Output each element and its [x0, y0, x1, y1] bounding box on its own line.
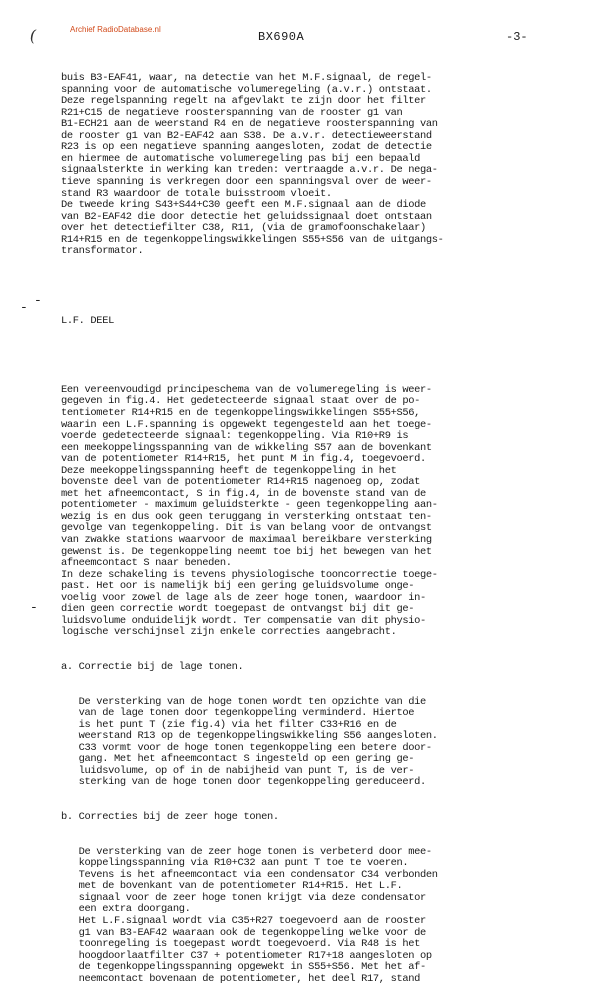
- text-line: is het punt T (zie fig.4) via het filter C33+R16 en de: [61, 718, 397, 731]
- item-a-heading: a. Correctie bij de lage tonen.: [61, 660, 244, 673]
- text-line: De versterking van de zeer hoge tonen is verbeterd door mee-: [61, 845, 432, 858]
- paragraph-avr: [61, 73, 601, 258]
- text-line: de tegenkoppelingsspanning opgewekt in S55+S56. Met het af-: [61, 961, 426, 974]
- text-line: In deze schakeling is tevens physiologische tooncorrectie toege-: [61, 568, 438, 581]
- text-line: gewenst is. De tegenkoppeling neemt toe bij het bewegen van het: [61, 545, 432, 558]
- text-line: tentiometer R14+R15 en de tegenkoppelingswikkelingen S55+S56,: [61, 406, 421, 419]
- margin-dash: -: [20, 300, 28, 315]
- text-line: en hiermee de automatische volumeregeling pas bij een bepaald: [61, 152, 421, 165]
- text-line: neemcontact bovenaan de potentiometer, het deel R17, stand: [61, 972, 421, 985]
- text-line: luidsvolume, op of in de nabijheid van punt T, is de ver-: [61, 764, 415, 777]
- text-line: van de potentiometer R14+R15, het punt M in fig.4, toegevoerd.: [61, 453, 426, 466]
- text-line: tieve spanning is verkregen door een spanningsval over de weer-: [61, 176, 432, 189]
- text-line: gang. Met het afneemcontact S ingesteld op een gering ge-: [61, 753, 415, 766]
- text-line: luidsvolume onduidelijk wordt. Ter compensatie van dit physio-: [61, 614, 426, 627]
- text-line: waarin een L.F.spanning is opgewekt tegengesteld aan het toege-: [61, 418, 432, 431]
- paragraph-volume-control: [61, 385, 601, 639]
- text-line: sterking van de hoge tonen door tegenkoppeling gereduceerd.: [61, 776, 426, 789]
- page-number: -3-: [506, 30, 528, 44]
- text-line: Tevens is het afneemcontact via een condensator C34 verbonden: [61, 868, 438, 881]
- source-watermark: Archief RadioDatabase.nl: [70, 25, 161, 34]
- body-text: [61, 50, 601, 1008]
- text-line: van de lage tonen door tegenkoppeling verminderd. Hiertoe: [61, 707, 415, 720]
- text-line: voerde gedetecteerde signaal: tegenkoppeling. Via R10+R9 is: [61, 430, 409, 443]
- margin-dash: -: [34, 293, 42, 308]
- text-line: hoogdoorlaatfilter C37 + potentiometer R17+18 aangesloten op: [61, 949, 432, 962]
- text-line: met de bovenkant van de potentiometer R14+R15. Het L.F.: [61, 880, 403, 893]
- item-b-text: [61, 847, 601, 986]
- item-a-text: [61, 697, 601, 789]
- text-line: een meekoppelingsspanning van de wikkeling S57 aan de bovenkant: [61, 441, 432, 454]
- text-line: van B2-EAF42 die door detectie het geluidssignaal doet ontstaan: [61, 210, 432, 223]
- text-line: B1-ECH21 aan de weerstand R4 en de negatieve roosterspanning van: [61, 118, 438, 131]
- item-b-heading: b. Correcties bij de zeer hoge tonen.: [61, 811, 279, 824]
- text-line: met het afneemcontact, S in fig.4, in de bovenste stand van de: [61, 487, 426, 500]
- text-line: logische verschijnsel zijn enkele correcties aangebracht.: [61, 626, 397, 639]
- margin-dash: -: [30, 600, 38, 615]
- text-line: R14+R15 en de tegenkoppelingswikkelingen S55+S56 van de uitgangs-: [61, 233, 444, 246]
- text-line: transformator.: [61, 245, 144, 258]
- text-line: van zwakke stations waarvoor de maximaal bereikbare versterking: [61, 533, 432, 546]
- text-line: R21+C15 de negatieve roosterspanning van de rooster g1 van: [61, 106, 403, 119]
- section-heading: L.F. DEEL: [61, 314, 114, 327]
- text-line: R23 is op een negatieve spanning aangesloten, zodat de detectie: [61, 141, 432, 154]
- text-line: g1 van B3-EAF42 waaraan ook de tegenkoppeling welke voor de: [61, 926, 426, 939]
- text-line: een extra doorgang.: [61, 903, 191, 916]
- text-line: potentiometer - maximum geluidsterkte - geen tegenkoppeling aan-: [61, 499, 438, 512]
- text-line: spanning voor de automatische volumeregeling (a.v.r.) ontstaat.: [61, 83, 432, 96]
- text-line: over het detectiefilter C38, R11, (via de gramofoonschakelaar): [61, 222, 426, 235]
- text-line: past. Het oor is namelijk bij een gering geluidsvolume onge-: [61, 580, 415, 593]
- text-line: de rooster g1 van B2-EAF42 aan S38. De a.v.r. detectieweerstand: [61, 129, 432, 142]
- text-line: Deze regelspanning regelt na afgevlakt te zijn door het filter: [61, 95, 426, 108]
- text-line: Het L.F.signaal wordt via C35+R27 toegevoerd aan de rooster: [61, 915, 426, 928]
- text-line: afneemcontact S naar beneden.: [61, 557, 232, 570]
- text-line: dien geen correctie wordt toegepast de ontvangst bij dit ge-: [61, 603, 415, 616]
- text-line: signaalsterkte in werking kan treden: vertraagde a.v.r. De nega-: [61, 164, 438, 177]
- text-line: weerstand R13 op de tegenkoppelingswikkeling S56 aangesloten.: [61, 730, 438, 743]
- text-line: De versterking van de hoge tonen wordt ten opzichte van die: [61, 695, 426, 708]
- text-line: wezig is en dus ook geen teruggang in versterking ontstaat ten-: [61, 510, 432, 523]
- text-line: gegeven in fig.4. Het gedetecteerde signaal staat over de po-: [61, 395, 421, 408]
- text-line: Deze meekoppelingsspanning heeft de tegenkoppeling in het: [61, 464, 397, 477]
- text-line: Een vereenvoudigd principeschema van de volumeregeling is weer-: [61, 383, 432, 396]
- text-line: stand R3 waardoor de totale buisstroom vloeit.: [61, 187, 332, 200]
- text-line: bovenste deel van de potentiometer R14+R15 nagenoeg op, zodat: [61, 476, 421, 489]
- pen-mark: (: [28, 25, 39, 46]
- text-line: signaal voor de zeer hoge tonen krijgt via deze condensator: [61, 891, 426, 904]
- text-line: toonregeling is toegepast wordt toegevoerd. Via R48 is het: [61, 938, 421, 951]
- text-line: De tweede kring S43+S44+C30 geeft een M.F.signaal aan de diode: [61, 199, 426, 212]
- text-line: gevolge van tegenkoppeling. Dit is van belang voor de ontvangst: [61, 522, 432, 535]
- model-number: BX690A: [258, 30, 305, 44]
- text-line: buis B3-EAF41, waar, na detectie van het M.F.signaal, de regel-: [61, 72, 432, 85]
- text-line: C33 vormt voor de hoge tonen tegenkoppeling een betere door-: [61, 741, 432, 754]
- text-line: koppelingsspanning via R10+C32 aan punt T toe te voeren.: [61, 857, 409, 870]
- text-line: voelig voor zowel de lage als de zeer hoge tonen, waardoor in-: [61, 591, 426, 604]
